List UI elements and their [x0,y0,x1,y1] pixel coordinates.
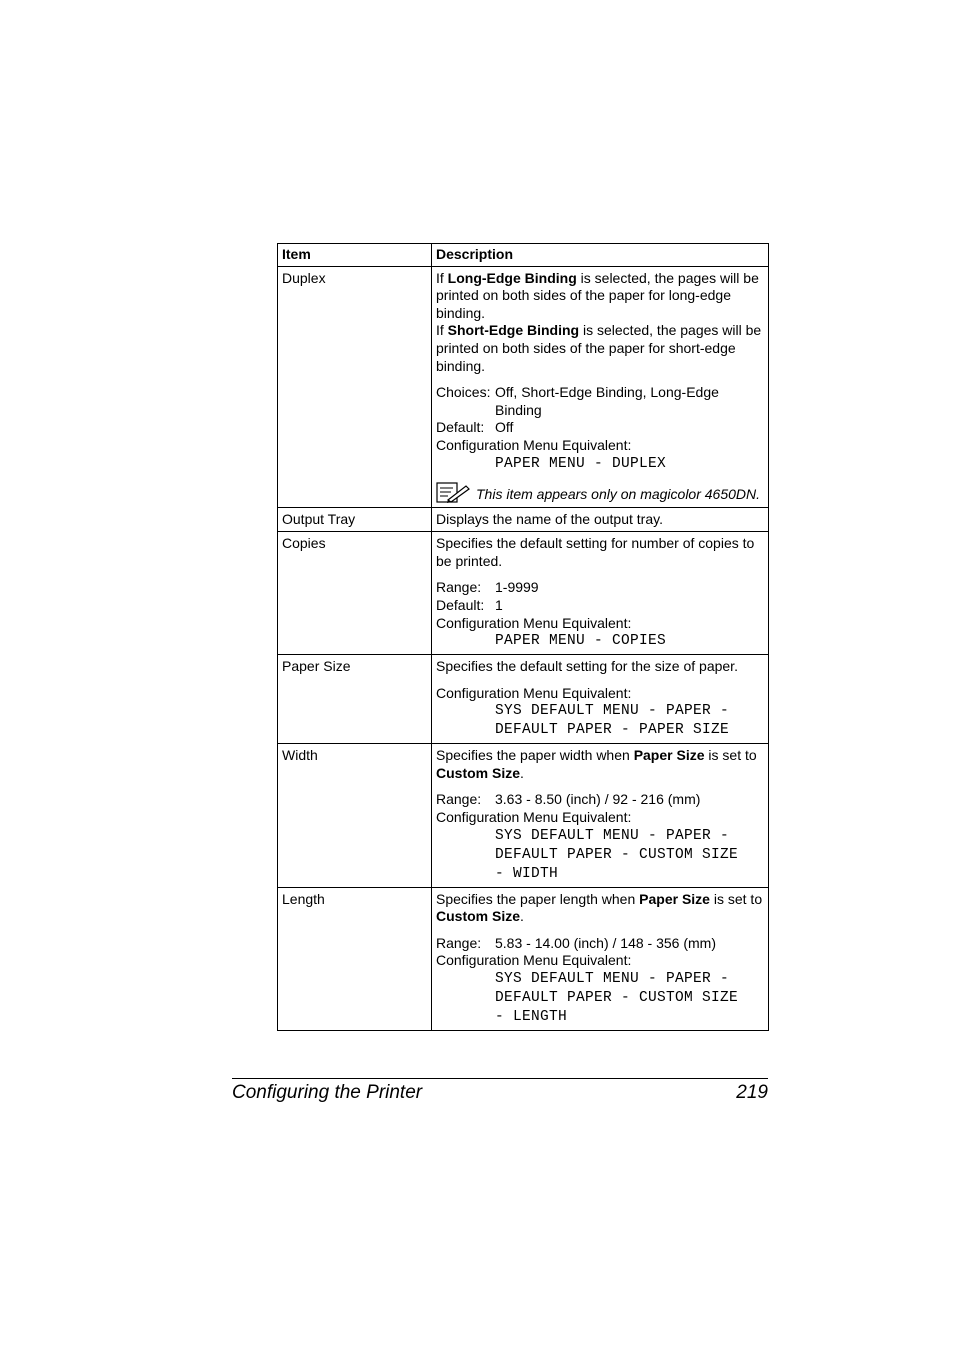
text-segment: . [520,764,524,781]
duplex-long-edge-text [436,270,764,323]
copies-default [436,597,764,615]
paper-size-term: Paper Size [633,747,705,764]
custom-size-term: Custom Size [436,908,521,925]
range-value: 3.63 - 8.50 (inch) / 92 - 216 (mm) [495,791,701,808]
range-label: Range: [436,934,482,951]
text-rest: is selected, the pages will be printed on both sides of the paper for long-edge binding. [436,269,759,321]
config-value: PAPER MENU - DUPLEX [495,455,667,472]
choices-value: Off, Short-Edge Binding, Long-Edge Binding [495,384,719,418]
description-width [432,744,769,887]
duplex-default [436,419,764,437]
description-output-tray: Displays the name of the output tray. [432,507,769,532]
config-value-line: - WIDTH [495,865,559,882]
config-value-line: DEFAULT PAPER - CUSTOM SIZE [495,846,739,863]
duplex-note [436,482,764,504]
column-header-description: Description [432,244,769,267]
text-segment: Specifies the paper length when [436,890,640,907]
length-text [436,891,764,926]
column-header-item: Item [278,244,432,267]
text-if: If [436,322,448,339]
item-copies: Copies [278,532,432,655]
item-width: Width [278,744,432,887]
duplex-short-edge-text [436,322,764,375]
item-output-tray: Output Tray [278,507,432,532]
text-segment: Specifies the paper width when [436,747,634,764]
width-text [436,747,764,782]
long-edge-binding-term: Long-Edge Binding [447,269,577,286]
item-length: Length [278,887,432,1030]
table-row-duplex [278,266,769,507]
config-label: Configuration Menu Equivalent: [436,809,632,826]
note-pencil-icon [436,482,470,504]
choices-label: Choices: [436,384,491,401]
config-value-line: SYS DEFAULT MENU - PAPER - [495,703,730,720]
text-segment: is set to [704,747,757,764]
custom-size-term: Custom Size [436,764,521,781]
description-duplex [432,266,769,507]
config-value-line: DEFAULT PAPER - CUSTOM SIZE [495,990,739,1007]
table-row-width [278,744,769,887]
range-label: Range: [436,791,482,808]
table-row-output-tray [278,507,769,532]
config-value-line: DEFAULT PAPER - PAPER SIZE [495,722,730,739]
duplex-choices [436,384,764,419]
table-row-paper-size [278,655,769,744]
range-value: 1-9999 [495,579,539,596]
default-value: Off [495,419,514,436]
copies-text: Specifies the default setting for number of copies to be printed. [436,535,755,569]
description-paper-size [432,655,769,744]
paper-size-text: Specifies the default setting for the size of paper. [436,658,738,675]
short-edge-binding-term: Short-Edge Binding [447,322,580,339]
item-paper-size: Paper Size [278,655,432,744]
paper-size-term: Paper Size [639,890,710,907]
settings-table [277,243,769,1031]
width-range [436,791,764,809]
table-row-length [278,887,769,1030]
config-label: Configuration Menu Equivalent: [436,952,632,969]
config-label: Configuration Menu Equivalent: [436,614,632,631]
length-range [436,935,764,953]
default-value: 1 [495,596,503,613]
footer-divider [232,1078,768,1079]
description-copies [432,532,769,655]
config-label: Configuration Menu Equivalent: [436,684,632,701]
text-segment: . [520,908,524,925]
config-label: Configuration Menu Equivalent: [436,436,632,453]
default-label: Default: [436,596,485,613]
description-length [432,887,769,1030]
config-value-line: - LENGTH [495,1009,568,1026]
table-header-row [278,244,769,267]
text-rest: is selected, the pages will be printed on both sides of the paper for short-edge binding. [436,322,762,374]
copies-range [436,579,764,597]
table-row-copies [278,532,769,655]
footer-section-title: Configuring the Printer [232,1082,423,1103]
range-label: Range: [436,579,482,596]
config-value: PAPER MENU - COPIES [495,633,667,650]
item-duplex: Duplex [278,266,432,507]
text-segment: is set to [709,890,763,907]
config-value-line: SYS DEFAULT MENU - PAPER - [495,971,730,988]
config-value-line: SYS DEFAULT MENU - PAPER - [495,827,730,844]
text-if: If [436,269,448,286]
default-label: Default: [436,419,485,436]
page-number: 219 [736,1082,768,1103]
note-text: This item appears only on magicolor 4650DN. [476,485,761,502]
range-value: 5.83 - 14.00 (inch) / 148 - 356 (mm) [495,934,716,951]
